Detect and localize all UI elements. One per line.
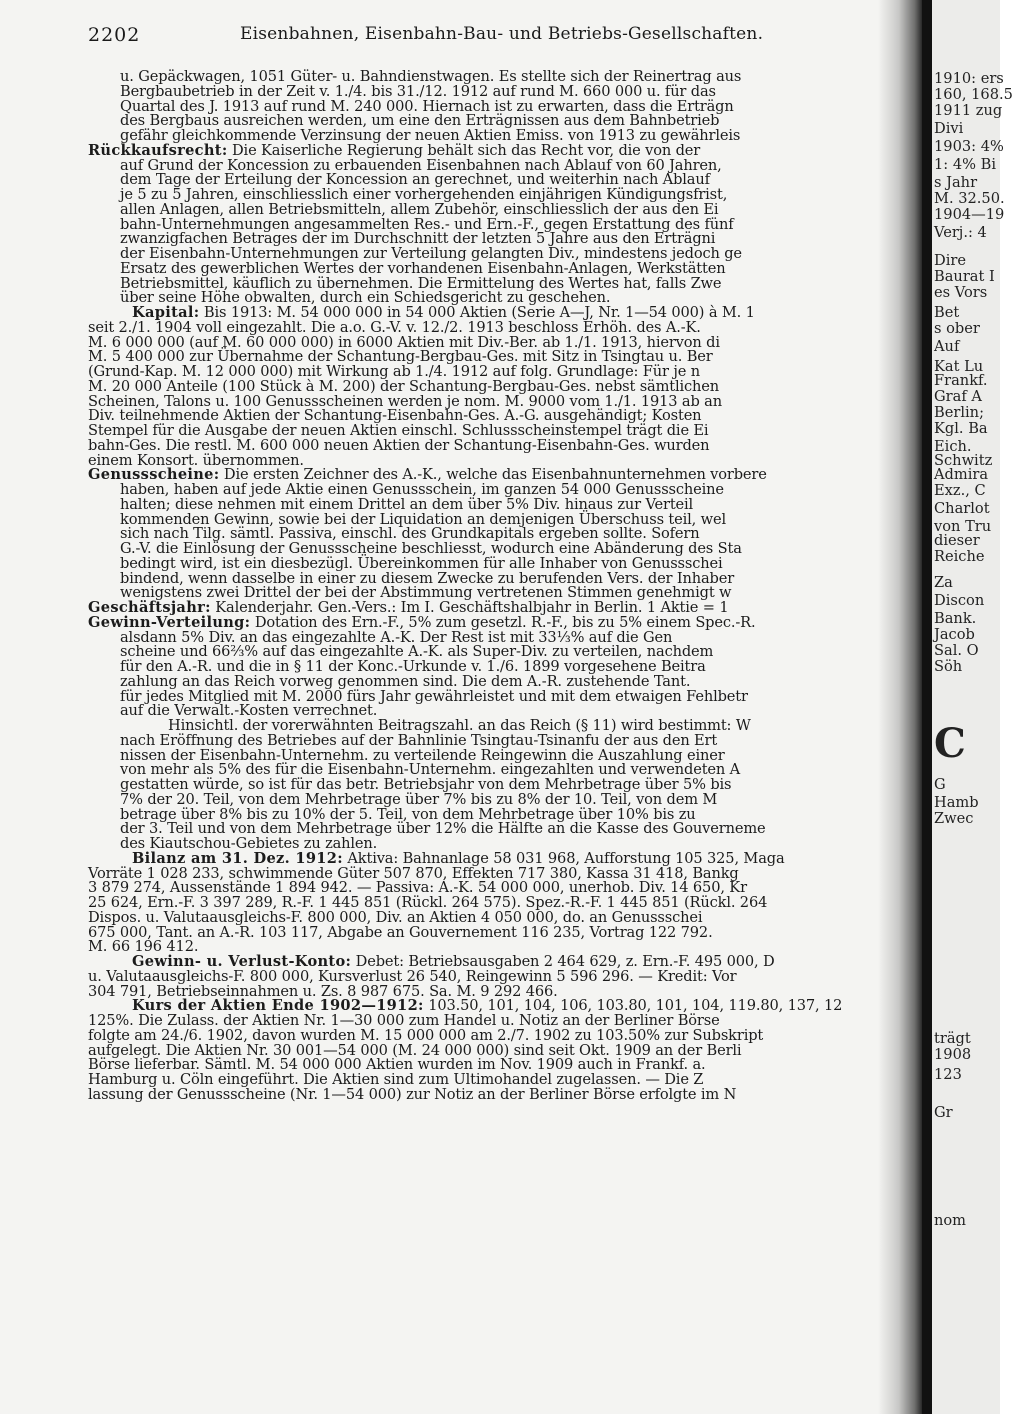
adjacent-page-fragment: von Tru [934, 518, 992, 535]
adjacent-page-fragment: Admira [934, 466, 989, 483]
page-header [88, 24, 888, 50]
line-text: bahn-Ges. Die restl. M. 600 000 neuen Aktien der Schantung-Eisenbahn-Ges. wurden [88, 436, 710, 454]
line-text: gefähr gleichkommende Verzinsung der neuen Aktien Emiss. von 1913 zu gewährleis [120, 127, 741, 144]
line-text: Vorräte 1 028 233, schwimmende Güter 507 870, Effekten 717 380, Kassa 31 418, Bankg [88, 864, 739, 882]
adjacent-page-fragment: Baurat I [934, 268, 995, 285]
line-text: M. 6 000 000 (auf M. 60 000 000) in 6000 Aktien mit Div.-Ber. ab 1./1. 1913, hiervon di [88, 333, 720, 351]
section-term: Geschäftsjahr: [88, 599, 211, 616]
adjacent-page-fragment: 1911 zug [934, 102, 1003, 119]
line-text: allen Anlagen, allen Betriebsmitteln, allem Zubehör, einschliesslich der aus den Ei [120, 200, 719, 218]
line-text: sich nach Tilg. sämtl. Passiva, einschl. des Grundkapitals ergeben sollte. Sofern [120, 525, 700, 543]
line-text: 7% der 20. Teil, von dem Mehrbetrage über 7% bis zu 8% der 10. Teil, von dem M [120, 790, 718, 808]
line-text: Die Kaiserliche Regierung behält sich das Recht vor, die von der [227, 141, 701, 159]
adjacent-page-fragment: nom [934, 1212, 967, 1229]
page-number: 2202 [88, 24, 141, 46]
line-text: zwanzigfachen Betrages der im Durchschnitt der letzten 5 Jahre aus den Erträgni [120, 230, 716, 248]
text-line [88, 923, 896, 941]
adjacent-page-fragment: Frankf. [934, 372, 988, 389]
adjacent-page-fragment: Schwitz [934, 452, 993, 469]
section-term: Gewinn- u. Verlust-Konto: [132, 953, 352, 970]
line-text: Ersatz des gewerblichen Wertes der vorhandenen Eisenbahn-Anlagen, Werkstätten [120, 259, 726, 277]
line-text: seit 2./1. 1904 voll eingezahlt. Die a.o. G.-V. v. 12./2. 1913 beschloss Erhöh. des A.-K. [88, 318, 701, 336]
line-text: haben, haben auf jede Aktie einen Genussschein, im ganzen 54 000 Genussscheine [120, 481, 724, 498]
section-term: Kurs der Aktien Ende 1902—1912: [132, 997, 424, 1015]
adjacent-page-fragment: s Jahr [934, 174, 978, 191]
section-term: Kapital: [132, 304, 200, 321]
book-gutter [922, 0, 932, 1414]
line-text: Stempel für die Ausgabe der neuen Aktien einschl. Schlussscheinstempel trägt die Ei [88, 422, 709, 439]
adjacent-page-fragment: trägt [934, 1030, 971, 1047]
adjacent-page-fragment: dieser [934, 532, 980, 549]
line-text: betrage über 8% bis zu 10% der 5. Teil, von dem Mehrbetrage über 10% bis zu [120, 805, 696, 823]
line-text: Bergbaubetrieb in der Zeit v. 1./4. bis 31./12. 1912 auf rund M. 660 000 u. für das [120, 82, 716, 100]
book-gutter-shadow [878, 0, 924, 1414]
line-text: 3 879 274, Aussenstände 1 894 942. — Passiva: A.-K. 54 000 000, unerhob. Div. 14 650, Kr [88, 879, 747, 897]
line-text: 25 624, Ern.-F. 3 397 289, R.-F. 1 445 851 (Rückl. 264 575). Spez.-R.-F. 1 445 851 (Rückl. 264 [88, 894, 768, 911]
adjacent-page-fragment: 123 [934, 1066, 962, 1083]
section-term: Rückkaufsrecht: [88, 141, 228, 159]
adjacent-page-fragment: 1: 4% Bi [934, 156, 997, 173]
line-text: der Eisenbahn-Unternehmungen zur Verteilung gelangten Div., mindestens jedoch ge [120, 245, 742, 262]
line-text: für den A.-R. und die in § 11 der Konc.-Urkunde v. 1./6. 1899 vorgesehene Beitra [120, 658, 706, 675]
line-text: aufgelegt. Die Aktien Nr. 30 001—54 000 (M. 24 000 000) sind seit Okt. 1909 an der Berli [88, 1041, 742, 1059]
adjacent-page-edge [932, 0, 1013, 1414]
adjacent-page-fragment: Dire [934, 252, 966, 269]
adjacent-page-fragment: M. 32.50. [934, 190, 1005, 207]
line-text: bindend, wenn dasselbe in einer zu diesem Zwecke zu berufenden Vers. der Inhaber [120, 569, 735, 587]
line-text: M. 66 196 412. [88, 938, 199, 956]
line-text: kommenden Gewinn, sowie bei der Liquidation an demjenigen Überschuss teil, wel [120, 510, 726, 528]
adjacent-page-fragment: G [934, 776, 946, 793]
adjacent-page-fragment: Berlin; [934, 404, 984, 421]
line-text: Dotation des Ern.-F., 5% zum gesetzl. R.-F., bis zu 5% einem Spec.-R. [250, 613, 756, 631]
adjacent-page-fragment: Graf A [934, 388, 982, 405]
line-text: bedingt wird, ist ein diesbezügl. Übereinkommen für alle Inhaber von Genussschei [120, 554, 723, 572]
line-text: von mehr als 5% des für die Eisenbahn-Unternehm. eingezahlten und verwendeten A [120, 761, 741, 779]
line-text: auf die Verwalt.-Kosten verrechnet. [120, 702, 378, 720]
line-text: je 5 zu 5 Jahren, einschliesslich einer vorhergehenden einjährigen Kündigungsfrist, [120, 186, 728, 203]
line-text: Börse lieferbar. Sämtl. M. 54 000 000 Aktien wurden im Nov. 1909 auch in Frankf. a. [88, 1056, 706, 1074]
text-line [88, 1085, 896, 1103]
adjacent-page-fragment: Auf [934, 338, 960, 355]
line-text: 675 000, Tant. an A.-R. 103 117, Abgabe an Gouvernement 116 235, Vortrag 122 792. [88, 923, 713, 941]
adjacent-page-fragment: Kgl. Ba [934, 420, 988, 437]
line-text: halten; diese nehmen mit einem Drittel an dem über 5% Div. hinaus zur Verteil [120, 495, 694, 513]
adjacent-page-fragment: 1904—19 [934, 206, 1005, 223]
line-text: scheine und 66⅔% auf das eingezahlte A.-K. als Super-Div. zu verteilen, nachdem [120, 643, 714, 661]
section-term: Gewinn-Verteilung: [88, 613, 251, 631]
adjacent-page-fragment: 160, 168.5 [934, 86, 1013, 103]
section-term: Bilanz am 31. Dez. 1912: [132, 849, 343, 867]
line-text: des Bergbaus ausreichen werden, um eine den Erträgnissen aus dem Bahnbetrieb [120, 112, 720, 130]
line-text: über seine Höhe obwalten, durch ein Schiedsgericht zu geschehen. [120, 289, 611, 307]
line-text: u. Valutaausgleichs-F. 800 000, Kursverlust 26 540, Reingewinn 5 596 296. — Kredit: Vor [88, 967, 737, 985]
line-text: auf Grund der Koncession zu erbauenden Eisenbahnen nach Ablauf von 60 Jahren, [120, 156, 722, 174]
adjacent-page-fragment: 1908 [934, 1046, 972, 1063]
adjacent-page-fragment: Zwec [934, 810, 974, 827]
adjacent-page-fragment: Reiche [934, 548, 985, 565]
line-text: Debet: Betriebsausgaben 2 464 629, z. Ern.-F. 495 000, D [351, 953, 775, 970]
adjacent-page-fragment: Discon [934, 592, 985, 609]
line-text: u. Gepäckwagen, 1051 Güter- u. Bahndienstwagen. Es stellte sich der Reinertrag aus [120, 68, 742, 85]
line-text: gestatten würde, so ist für das betr. Betriebsjahr von dem Mehrbetrage über 5% bis [120, 776, 732, 793]
line-text: einem Konsort. übernommen. [88, 451, 304, 469]
adjacent-page-fragment: 1903: 4% [934, 138, 1004, 155]
line-text: (Grund-Kap. M. 12 000 000) mit Wirkung ab 1./4. 1912 auf folg. Grundlage: Für je n [88, 363, 700, 380]
line-text: lassung der Genussscheine (Nr. 1—54 000) zur Notiz an der Berliner Börse erfolgte im N [88, 1085, 737, 1103]
line-text: Hamburg u. Cöln eingeführt. Die Aktien sind zum Ultimohandel zugelassen. — Die Z [88, 1071, 704, 1088]
line-text: zahlung an das Reich vorweg genommen sind. Die dem A.-R. zustehende Tant. [120, 672, 691, 690]
line-text: der 3. Teil und von dem Mehrbetrage über 12% die Hälfte an die Kasse des Gouverneme [120, 820, 766, 838]
adjacent-page-fragment: Verj.: 4 [934, 224, 987, 241]
line-text: G.-V. die Einlösung der Genussscheine beschliesst, wodurch eine Abänderung des Sta [120, 540, 742, 557]
line-text: Quartal des J. 1913 auf rund M. 240 000. Hiernach ist zu erwarten, dass die Erträgn [120, 97, 734, 115]
adjacent-page-fragment: es Vors [934, 284, 988, 301]
line-text: 304 791, Betriebseinnahmen u. Zs. 8 987 675. Sa. M. 9 292 466. [88, 982, 558, 1000]
line-text: Dispos. u. Valutaausgleichs-F. 800 000, Div. an Aktien 4 050 000, do. an Genussschei [88, 908, 703, 926]
line-text: des Kiautschou-Gebietes zu zahlen. [120, 835, 378, 852]
line-text: 103.50, 101, 104, 106, 103.80, 101, 104, 119.80, 137, 12 [423, 997, 843, 1015]
line-text: M. 5 400 000 zur Übernahme der Schantung-Bergbau-Ges. mit Sitz in Tsingtau u. Ber [88, 348, 713, 366]
line-text: wenigstens zwei Drittel der bei der Abstimmung vertretenen Stimmen genehmigt w [120, 584, 732, 602]
adjacent-page-fragment: Söh [934, 658, 963, 675]
running-head: Eisenbahnen, Eisenbahn-Bau- und Betriebs-Gesellschaften. [240, 24, 764, 44]
adjacent-page-fragment: Bet [934, 304, 960, 321]
line-text: nach Eröffnung des Betriebes auf der Bahnlinie Tsingtau-Tsinanfu der aus den Ert [120, 731, 718, 749]
line-text: Betriebsmittel, käuflich zu übernehmen. Die Ermittelung des Wertes hat, falls Zwe [120, 274, 722, 292]
line-text: Aktiva: Bahnanlage 58 031 968, Aufforstung 105 325, Maga [342, 849, 785, 867]
adjacent-page-fragment: Sal. O [934, 642, 979, 659]
line-text: Div. teilnehmende Aktien der Schantung-Eisenbahn-Ges. A.-G. ausgehändigt; Kosten [88, 407, 702, 425]
adjacent-page-fragment: Gr [934, 1104, 953, 1121]
line-text: Scheinen, Talons u. 100 Genussscheinen werden je nom. M. 9000 vom 1./1. 1913 ab an [88, 392, 722, 410]
adjacent-page-fragment: 1910: ers [934, 70, 1004, 87]
adjacent-page-fragment: Kat Lu [934, 358, 984, 375]
line-text: bahn-Unternehmungen angesammelten Res.- und Ern.-F., gegen Erstattung des fünf [120, 215, 734, 233]
adjacent-page-fragment: Charlot [934, 500, 990, 517]
line-text: Kalenderjahr. Gen.-Vers.: Im I. Geschäftshalbjahr in Berlin. 1 Aktie = 1 [210, 599, 729, 616]
line-text: Hinsichtl. der vorerwähnten Beitragszahl. an das Reich (§ 11) wird bestimmt: W [168, 717, 751, 734]
line-text: nissen der Eisenbahn-Unternehm. zu verteilende Reingewinn die Auszahlung einer [120, 746, 725, 764]
main-text-column [88, 70, 896, 1103]
line-text: Die ersten Zeichner des A.-K., welche das Eisenbahnunternehmen vorbere [219, 466, 767, 484]
adjacent-page-fragment: Za [934, 574, 953, 591]
line-text: folgte am 24./6. 1902, davon wurden M. 15 000 000 am 2./7. 1902 zu 103.50% zur Subskript [88, 1026, 764, 1044]
adjacent-page-fragment: Divi [934, 120, 964, 137]
line-text: 125%. Die Zulass. der Aktien Nr. 1—30 000 zum Handel u. Notiz an der Berliner Börse [88, 1012, 720, 1029]
adjacent-page-fragment: Eich. [934, 438, 972, 455]
adjacent-page-fragment: Exz., C [934, 482, 986, 499]
adjacent-page-fragment: Hamb [934, 794, 979, 811]
line-text: dem Tage der Erteilung der Koncession an gerechnet, und weiterhin nach Ablauf [120, 171, 710, 189]
line-text: M. 20 000 Anteile (100 Stück à M. 200) der Schantung-Bergbau-Ges. nebst sämtlichen [88, 377, 720, 395]
adjacent-page-fragment: s ober [934, 320, 980, 337]
line-text: alsdann 5% Div. an das eingezahlte A.-K. Der Rest ist mit 33⅓% auf die Gen [120, 628, 673, 646]
adjacent-page-fragment: Jacob [934, 626, 975, 643]
section-term: Genussscheine: [88, 466, 220, 484]
adjacent-page-fragment: Bank. [934, 610, 977, 627]
line-text: für jedes Mitglied mit M. 2000 fürs Jahr gewährleistet und mit dem etwaigen Fehlbetr [120, 687, 748, 705]
line-text: Bis 1913: M. 54 000 000 in 54 000 Aktien (Serie A—J, Nr. 1—54 000) à M. 1 [199, 304, 755, 321]
adjacent-page-fragment: C [934, 720, 966, 767]
